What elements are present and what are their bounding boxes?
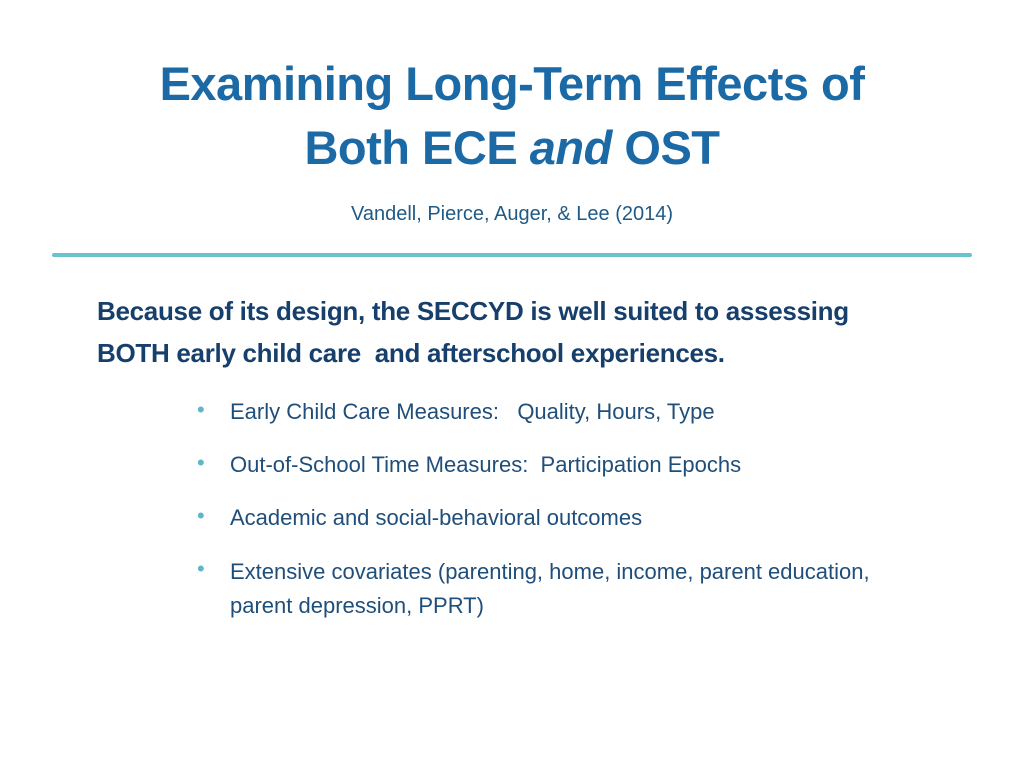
bullet-item xyxy=(197,502,917,534)
bullet-item xyxy=(197,555,870,623)
title-line-2-post: OST xyxy=(611,121,720,174)
bullet-text: Out-of-School Time Measures: Participation Epochs xyxy=(230,452,742,477)
lead-line-1: Because of its design, the SECCYD is well suited to assessing xyxy=(97,296,849,326)
slide-title xyxy=(0,52,1024,180)
bullet-dot-icon: • xyxy=(197,397,205,422)
title-line-2-pre: Both ECE xyxy=(304,121,530,174)
title-emphasis: and xyxy=(529,121,612,174)
title-line-1: Examining Long-Term Effects of xyxy=(159,57,865,110)
bullet-list xyxy=(197,396,917,643)
title-line-2 xyxy=(0,116,1024,180)
bullet-item xyxy=(197,449,917,481)
bullet-text: Academic and social-behavioral outcomes xyxy=(230,505,643,530)
lead-line-2: BOTH early child care and afterschool experiences. xyxy=(97,338,725,368)
bullet-item xyxy=(197,396,917,428)
bullet-dot-icon: • xyxy=(197,503,205,528)
bullet-text: Early Child Care Measures: Quality, Hours, Type xyxy=(230,399,715,424)
bullet-dot-icon: • xyxy=(197,556,205,581)
title-divider xyxy=(52,253,972,257)
citation-subtitle: Vandell, Pierce, Auger, & Lee (2014) xyxy=(350,203,674,225)
lead-statement xyxy=(97,290,957,374)
bullet-dot-icon: • xyxy=(197,450,205,475)
bullet-text: Extensive covariates (parenting, home, income, parent education, parent depression, PPRT) xyxy=(230,559,870,618)
